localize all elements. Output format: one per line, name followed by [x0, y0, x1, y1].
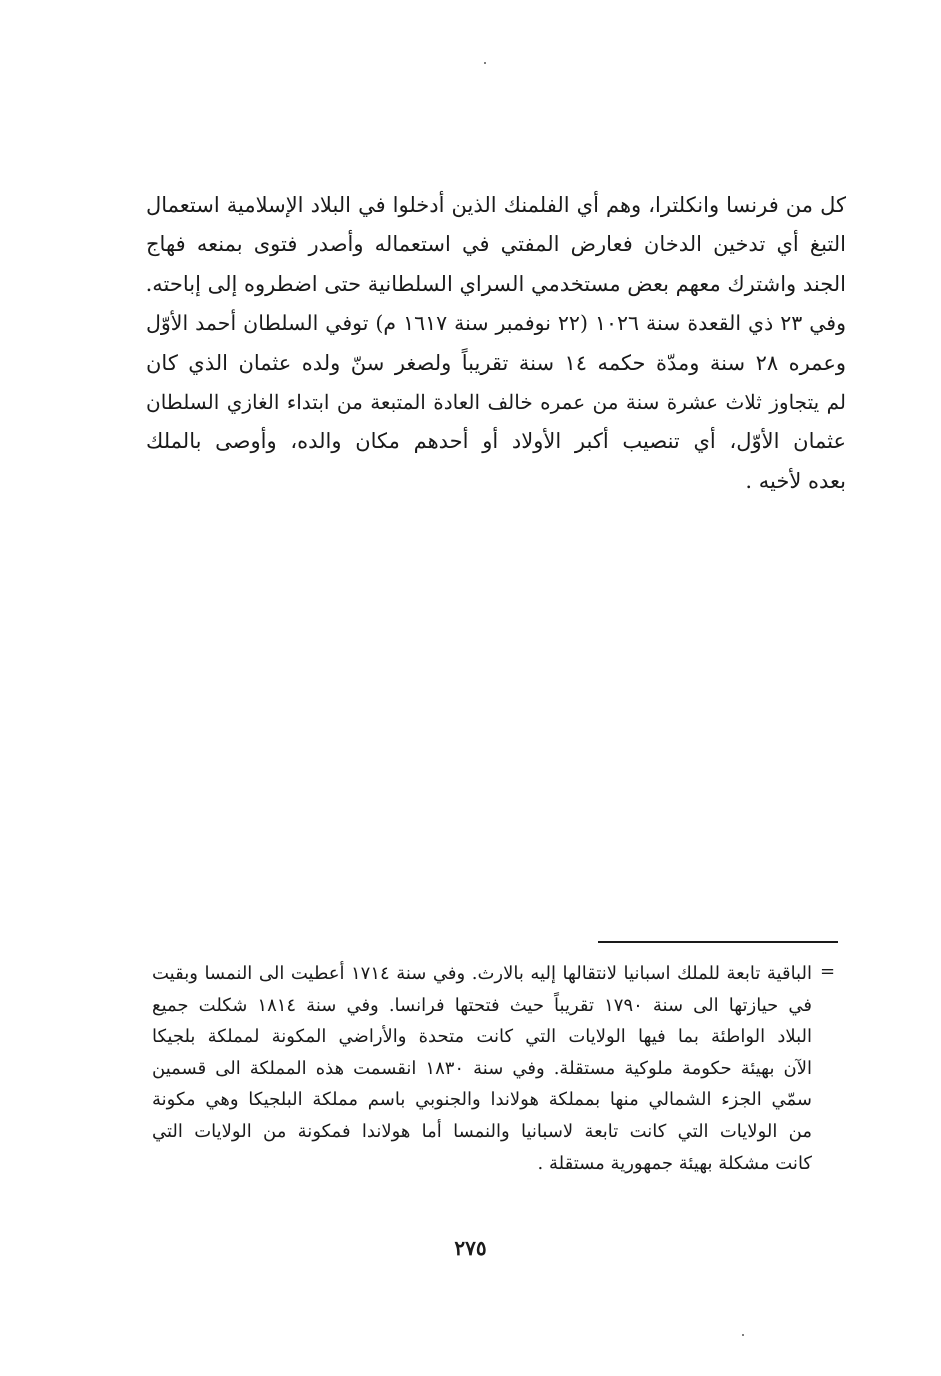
footnote-text — [152, 958, 812, 1179]
main-text — [146, 186, 846, 501]
footnote-marker: = — [820, 961, 836, 982]
footnote-line: في حيازتها الى سنة ١٧٩٠ تقريباً حيث فتحتها فرانسا. وفي سنة ١٨١٤ شكلت جميع — [152, 994, 812, 1016]
footnote-line: الآن بهيئة حكومة ملوكية مستقلة. وفي سنة ١٨٣٠ انقسمت هذه المملكة الى قسمين — [152, 1057, 812, 1079]
footnote-line: سمّي الجزء الشمالي منها بمملكة هولاندا والجنوبي باسم مملكة البلجيكا وهي مكونة — [152, 1089, 812, 1111]
footnote-line: الباقية تابعة للملك اسبانيا لانتقالها إليه بالارث. وفي سنة ١٧١٤ أعطيت الى النمسا وبقيت — [152, 963, 812, 984]
main-text-line: التبغ أي تدخين الدخان فعارض المفتي في استعماله وأصدر فتوى بمنعه فهاج — [146, 232, 846, 257]
main-text-line: وعمره ٢٨ سنة ومدّة حكمه ١٤ سنة تقريباً ولصغر سنّ ولده عثمان الذي كان — [146, 350, 846, 375]
footnote-line: من الولايات التي كانت تابعة لاسبانيا والنمسا أما هولاندا فمكونة من الولايات التي — [152, 1120, 812, 1142]
scan-speck — [742, 1334, 744, 1336]
footnote-line: البلاد الواطئة بما فيها الولايات التي كانت متحدة والأراضي المكونة لمملكة بلجيكا — [152, 1026, 812, 1048]
main-text-line: كل من فرنسا وانكلترا، وهم أي الفلمنك الذين أدخلوا في البلاد الإسلامية استعمال — [146, 193, 846, 217]
main-text-line: عثمان الأوّل، أي تنصيب أكبر الأولاد أو أحدهم مكان والده، وأوصى بالملك — [146, 429, 846, 454]
page-number: ٢٧٥ — [454, 1236, 487, 1260]
main-text-line: لم يتجاوز ثلاث عشرة سنة من عمره خالف العادة المتبعة من ابتداء الغازي السلطان — [146, 390, 846, 415]
main-text-line: الجند واشترك معهم بعض مستخدمي السراي السلطانية حتى اضطروه إلى إباحته. — [145, 271, 846, 296]
main-text-line: وفي ٢٣ ذي القعدة سنة ١٠٢٦ (٢٢ نوفمبر سنة ١٦١٧ م) توفي السلطان أحمد الأوّل — [146, 311, 846, 336]
footnote-divider — [598, 941, 838, 943]
footnote-line: كانت مشكلة بهيئة جمهورية مستقلة . — [537, 1152, 812, 1174]
main-text-line: بعده لأخيه . — [745, 468, 846, 493]
scan-speck — [484, 62, 486, 64]
